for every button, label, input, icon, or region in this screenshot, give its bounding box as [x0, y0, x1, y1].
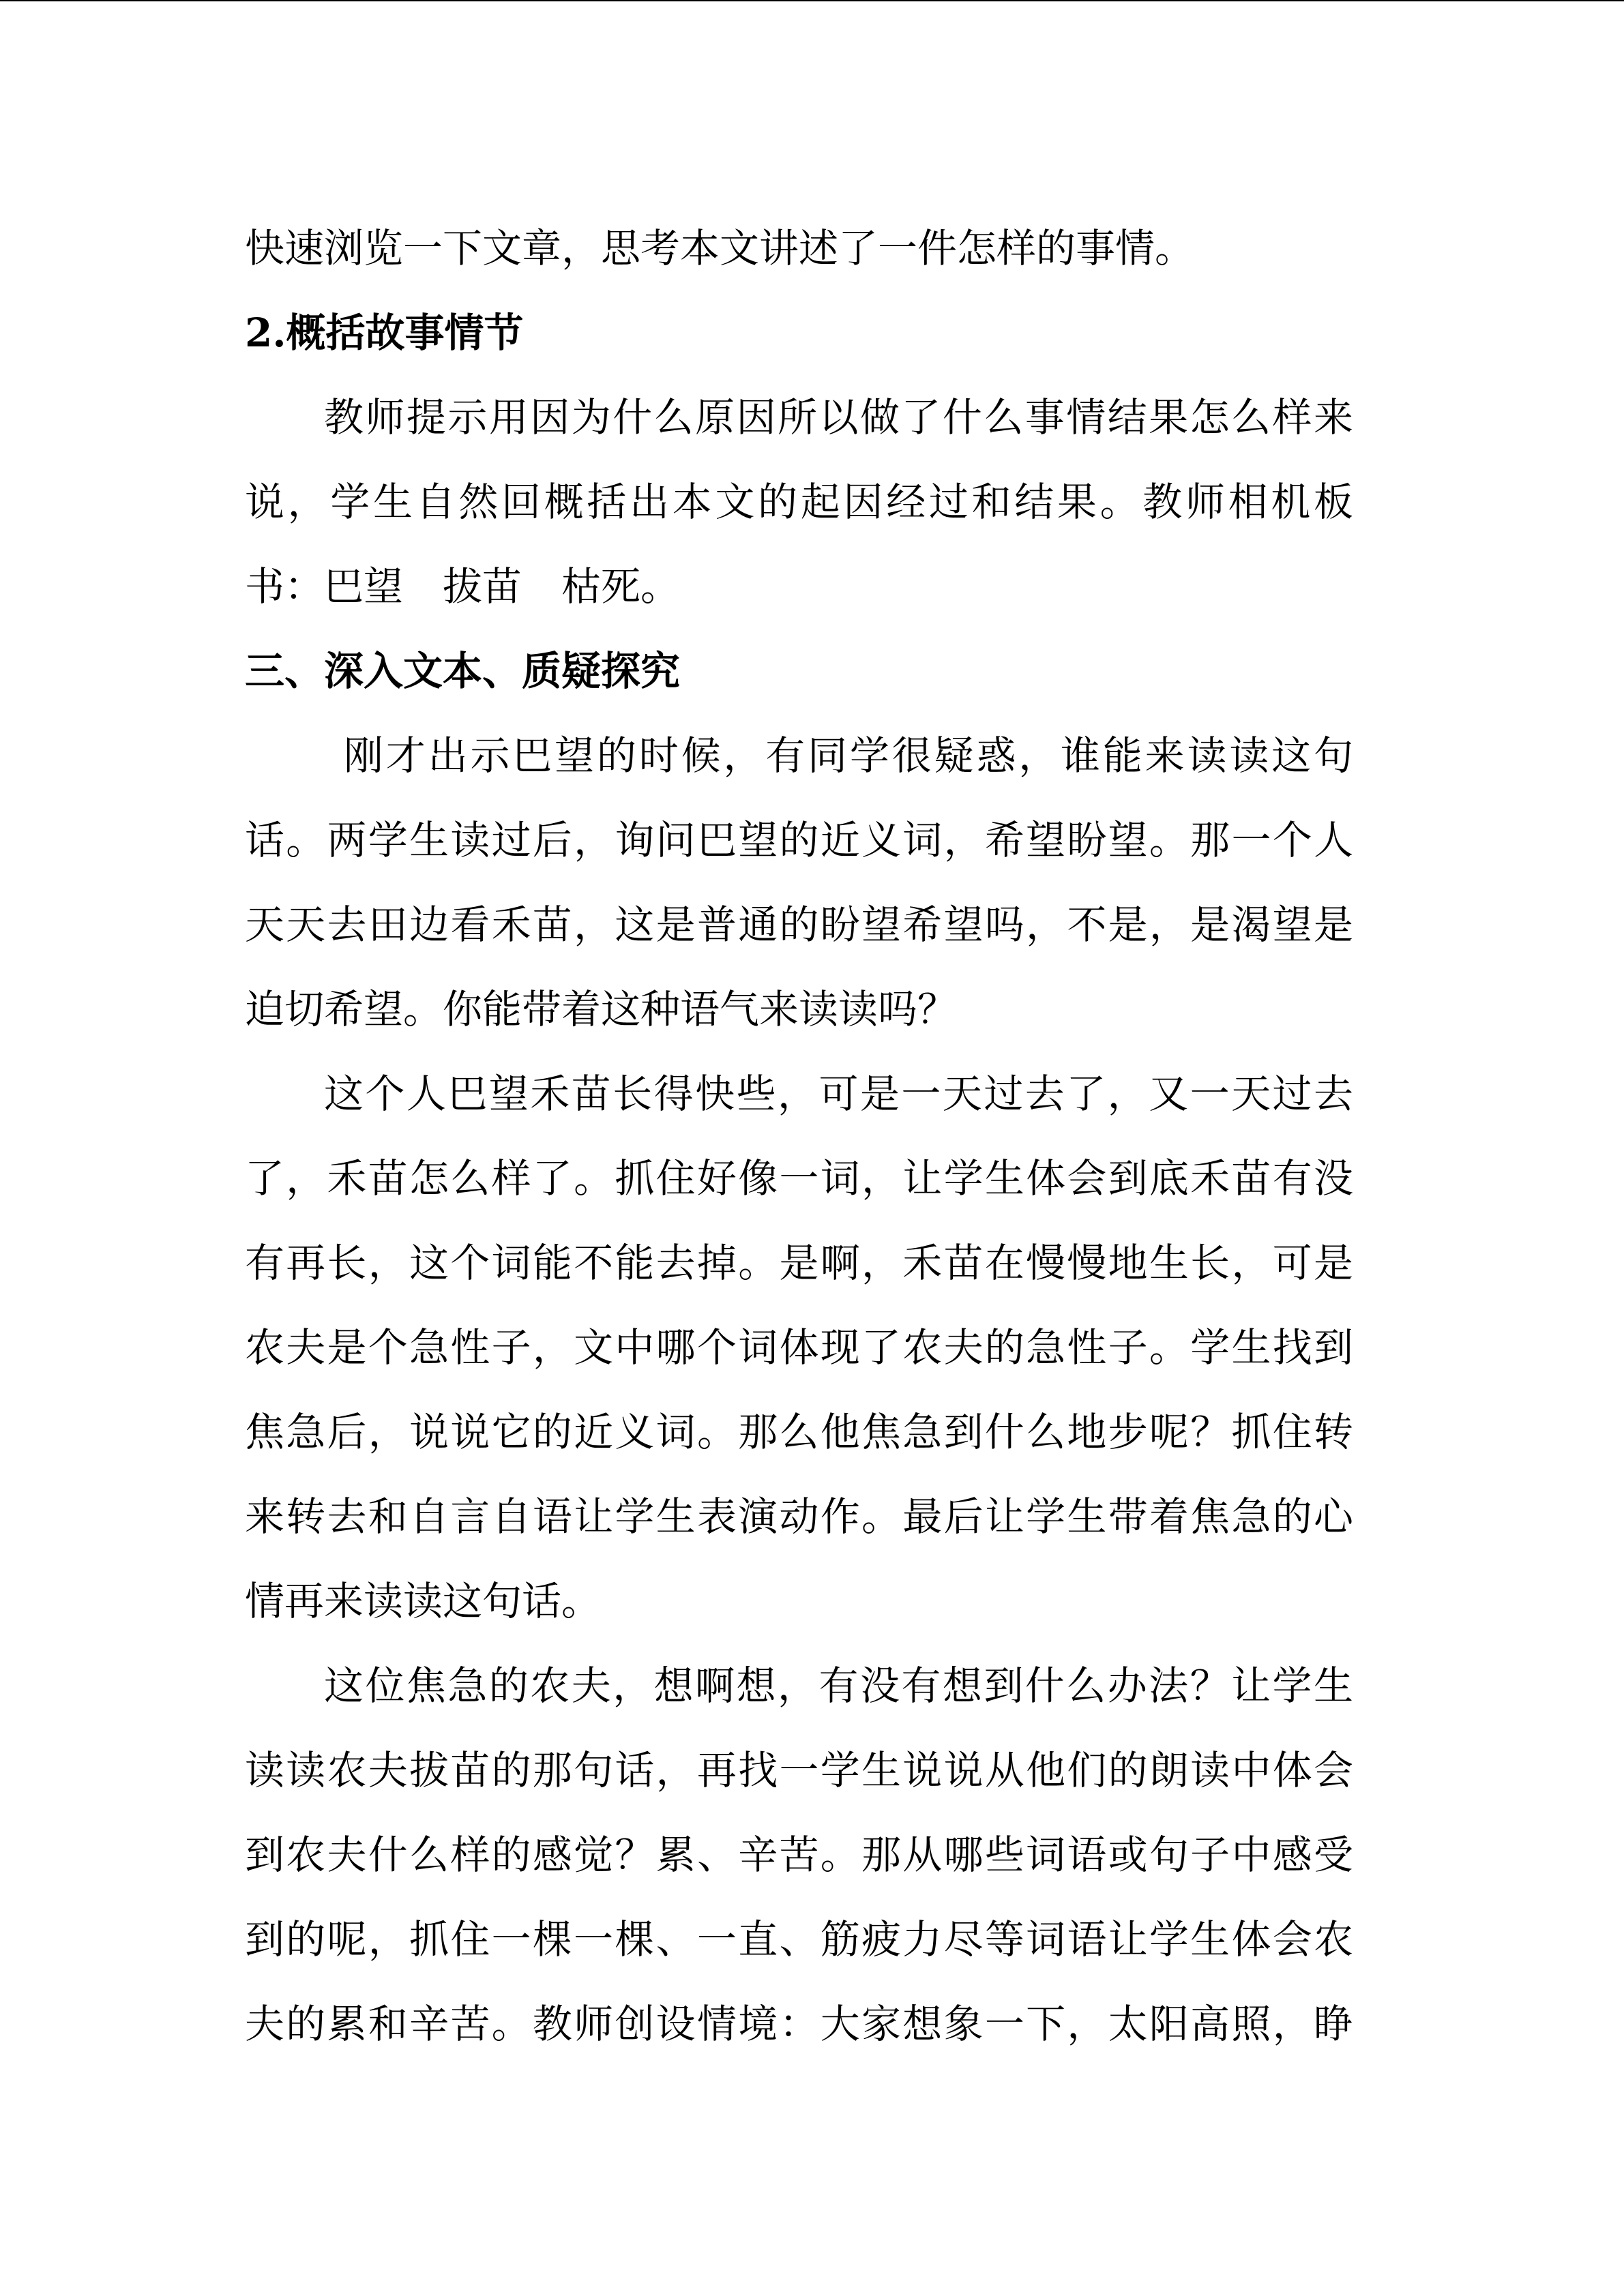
paragraph-line: 到农夫什么样的感觉？累、辛苦。那从哪些词语或句子中感受 [245, 1832, 1353, 1878]
paragraph-line: 教师提示用因为什么原因所以做了什么事情结果怎么样来 [324, 394, 1353, 441]
paragraph-line: 来转去和自言自语让学生表演动作。最后让学生带着焦急的心 [245, 1493, 1353, 1540]
paragraph-line: 迫切希望。你能带着这种语气来读读吗？ [245, 986, 958, 1032]
paragraph-line: 到的呢，抓住一棵一棵、一直、筋疲力尽等词语让学生体会农 [245, 1916, 1353, 1963]
paragraph-line: 刚才出示巴望的时候，有同学很疑惑，谁能来读读这句 [344, 732, 1353, 779]
paragraph-line: 农夫是个急性子，文中哪个词体现了农夫的急性子。学生找到 [245, 1324, 1353, 1371]
paragraph-line: 了，禾苗怎么样了。抓住好像一词，让学生体会到底禾苗有没 [245, 1155, 1353, 1202]
text-line: 快速浏览一下文章，思考本文讲述了一件怎样的事情。 [245, 225, 1195, 271]
paragraph-line: 话。两学生读过后，询问巴望的近义词，希望盼望。那一个人 [245, 817, 1353, 863]
document-body [245, 206, 1353, 2066]
section-heading: 三、深入文本、质疑探究 [245, 648, 681, 694]
paragraph-line: 夫的累和辛苦。教师创设情境：大家想象一下，太阳高照，睁 [245, 2001, 1353, 2047]
paragraph-line: 有再长，这个词能不能去掉。是啊，禾苗在慢慢地生长，可是 [245, 1240, 1353, 1286]
paragraph-line: 这位焦急的农夫，想啊想，有没有想到什么办法？让学生 [324, 1663, 1353, 1709]
paragraph-line: 说，学生自然回概括出本文的起因经过和结果。教师相机板 [245, 479, 1353, 525]
paragraph-line: 这个人巴望禾苗长得快些，可是一天过去了，又一天过去 [324, 1071, 1353, 1117]
paragraph-line: 情再来读读这句话。 [245, 1578, 602, 1624]
paragraph-line: 书：巴望 拔苗 枯死。 [245, 563, 681, 610]
paragraph-line: 天天去田边看禾苗，这是普通的盼望希望吗，不是，是渴望是 [245, 901, 1353, 948]
section-heading: 2.概括故事情节 [245, 310, 524, 356]
paragraph-line: 焦急后，说说它的近义词。那么他焦急到什么地步呢？抓住转 [245, 1409, 1353, 1455]
paragraph-line: 读读农夫拔苗的那句话，再找一学生说说从他们的朗读中体会 [245, 1747, 1353, 1793]
